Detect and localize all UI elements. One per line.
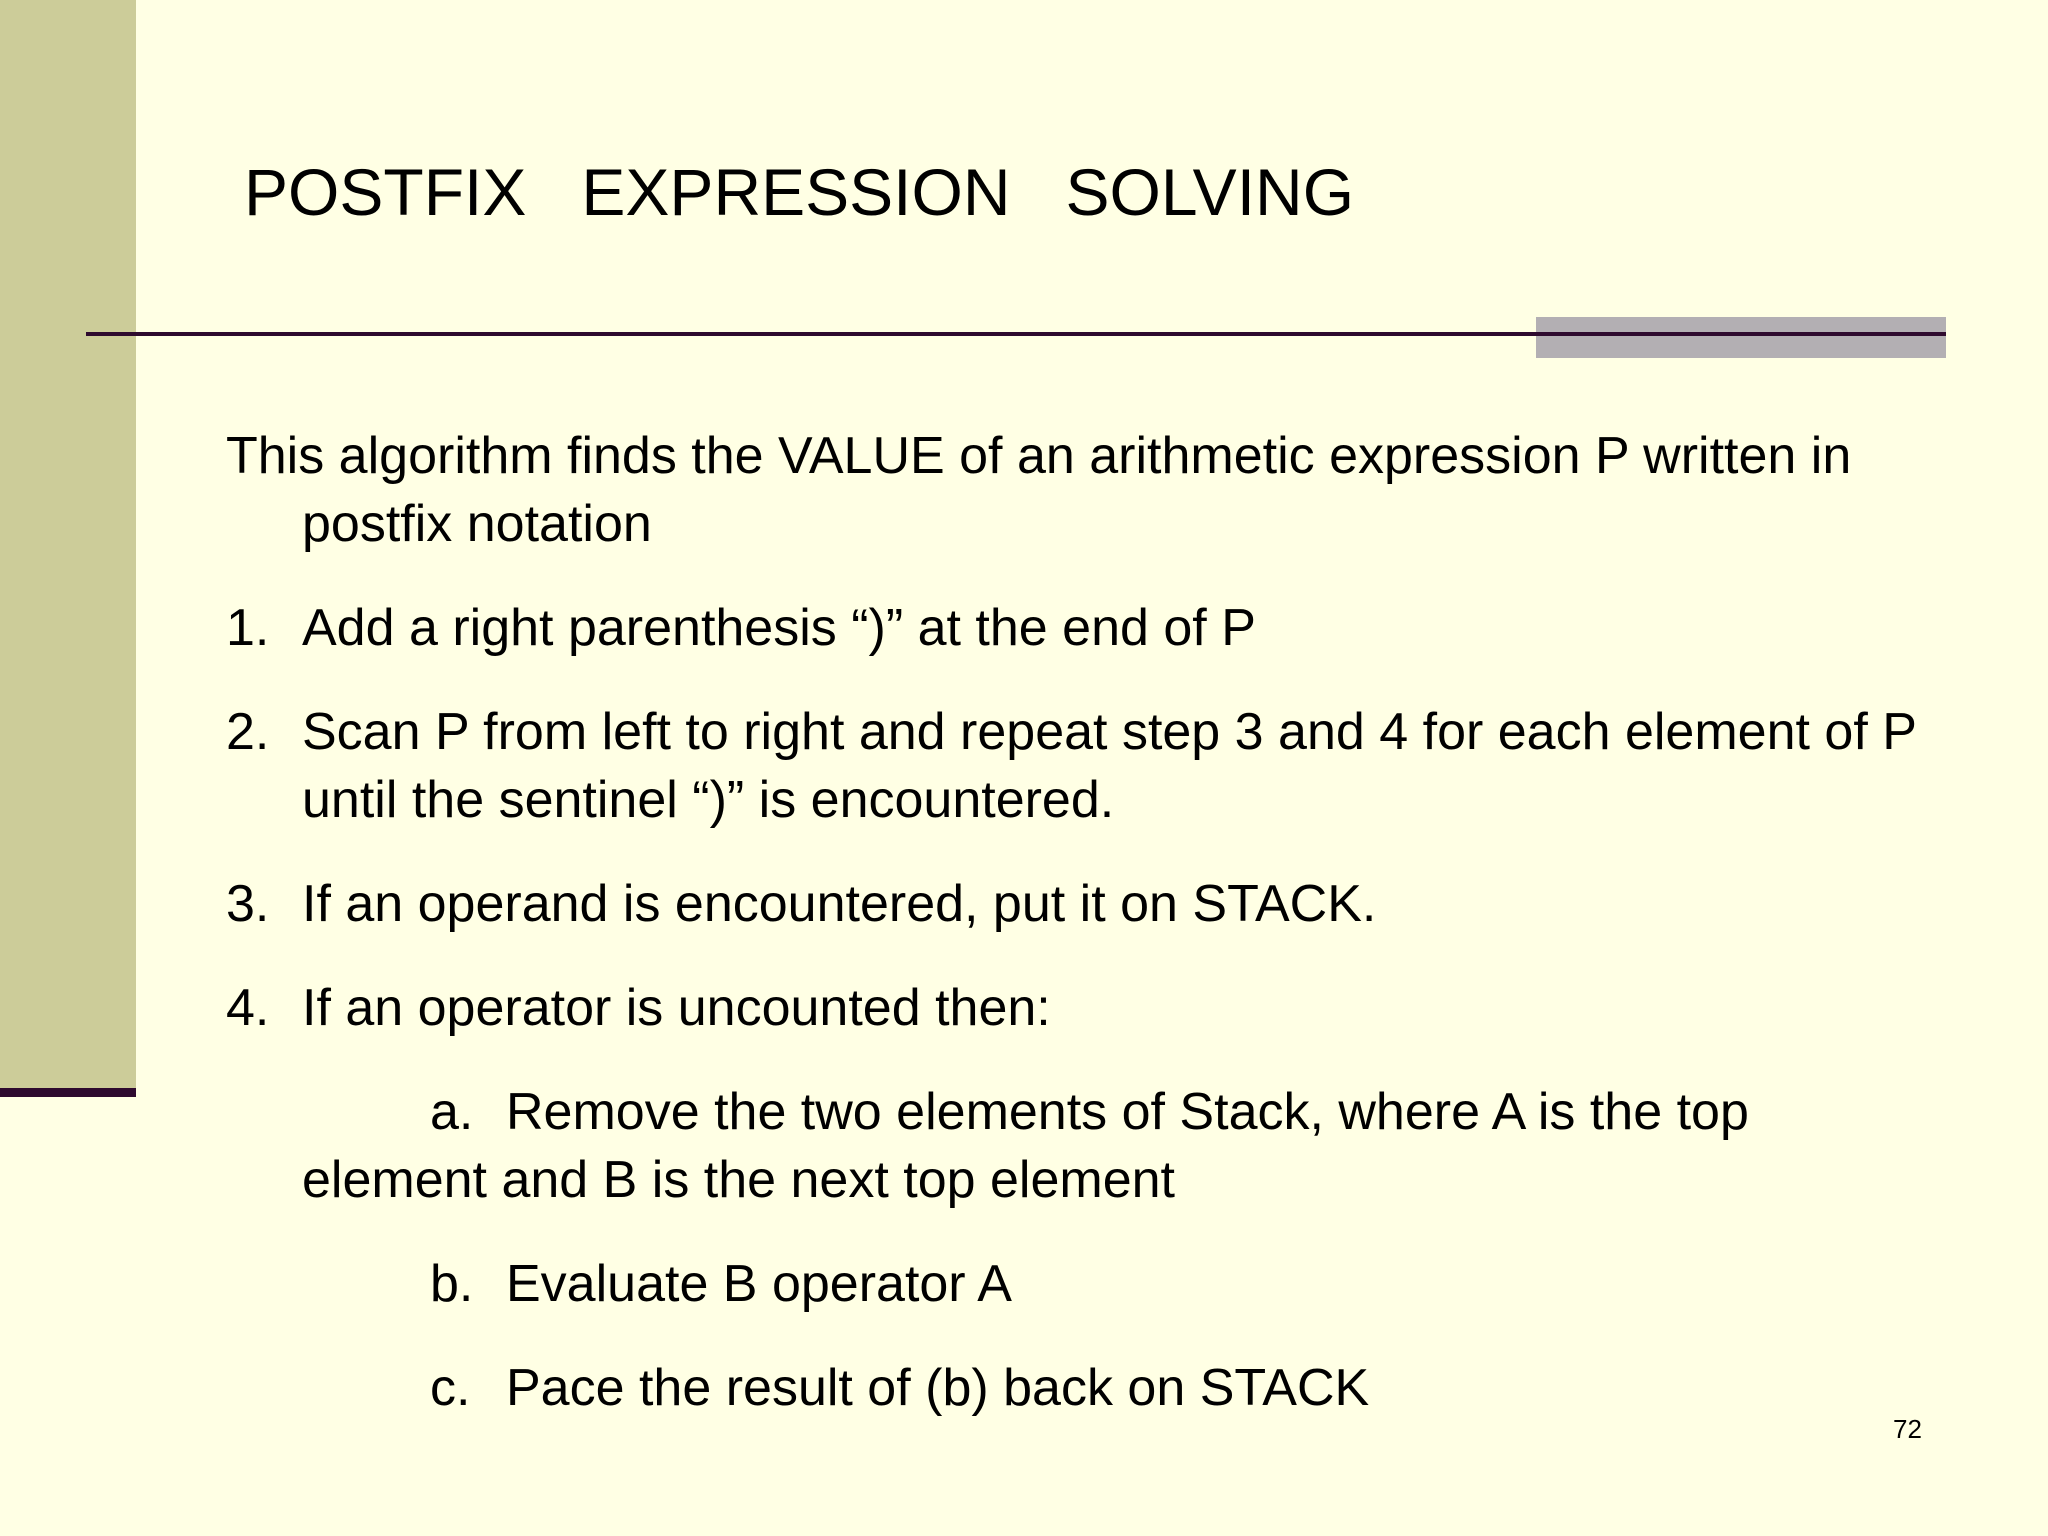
step-1	[226, 594, 1946, 662]
slide-body	[226, 422, 1946, 1458]
step-2	[226, 698, 1946, 834]
substep-letter: b.	[430, 1255, 474, 1313]
intro-text: This algorithm finds the VALUE of an arithmetic expression P written in postfix notation	[226, 427, 1852, 553]
substep-c	[226, 1354, 1946, 1422]
page-number: 72	[1893, 1414, 1922, 1444]
substep-b	[226, 1250, 1946, 1318]
substep-text: Evaluate B operator A	[506, 1255, 1012, 1313]
title-divider	[86, 332, 1946, 336]
step-text: Add a right parenthesis “)” at the end of P	[302, 599, 1256, 657]
substep-letter: a.	[430, 1083, 474, 1141]
substep-letter: c.	[430, 1359, 471, 1417]
step-number: 2.	[226, 703, 270, 761]
step-text: If an operator is uncounted then:	[302, 979, 1051, 1037]
step-number: 3.	[226, 875, 270, 933]
substep-text: Pace the result of (b) back on STACK	[506, 1359, 1370, 1417]
step-text: Scan P from left to right and repeat step 3 and 4 for each element of P until the sentinel “)” is encountered.	[302, 703, 1916, 829]
title-accent-bar	[1536, 317, 1946, 358]
substep-text: Remove the two elements of Stack, where A is the top	[506, 1083, 1749, 1141]
step-number: 4.	[226, 979, 270, 1037]
step-4	[226, 974, 1946, 1042]
slide-title: POSTFIX EXPRESSION SOLVING	[244, 155, 1355, 229]
substep-a-line1	[302, 1078, 1946, 1146]
sidebar-accent	[0, 0, 136, 1088]
step-3	[226, 870, 1946, 938]
step-number: 1.	[226, 599, 270, 657]
sidebar-bottom-line	[0, 1088, 136, 1097]
substep-a	[226, 1078, 1946, 1214]
step-text: If an operand is encountered, put it on STACK.	[302, 875, 1377, 933]
intro-paragraph	[226, 422, 1946, 558]
substep-a-line2: element and B is the next top element	[302, 1151, 1175, 1209]
